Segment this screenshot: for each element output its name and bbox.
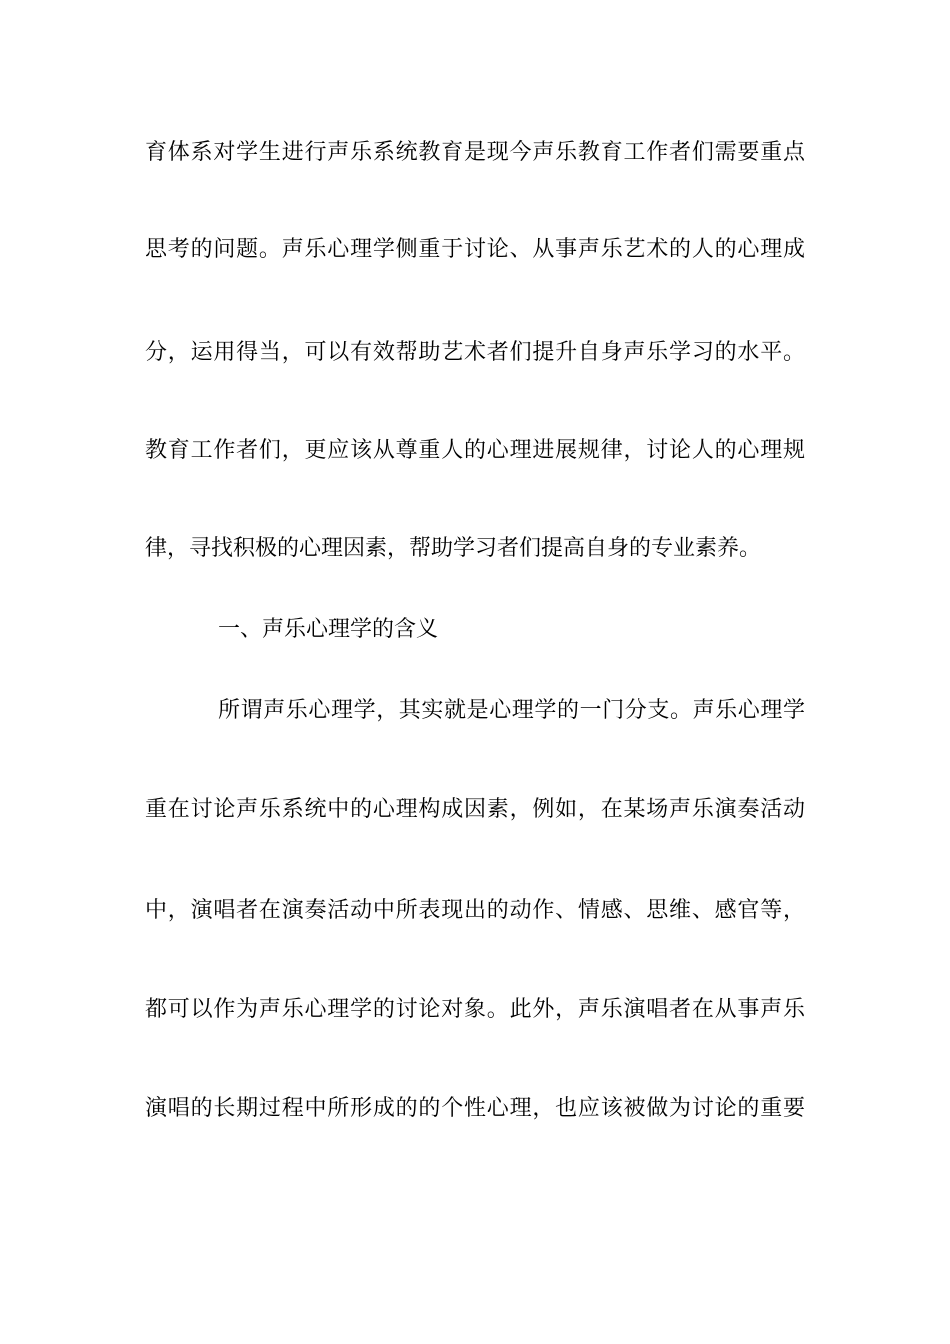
paragraph-line: 中，演唱者在演奏活动中所表现出的动作、情感、思维、感官等， <box>145 898 805 923</box>
paragraph-line: 律，寻找积极的心理因素，帮助学习者们提高自身的专业素养。 <box>145 536 762 561</box>
paragraph-line: 演唱的长期过程中所形成的的个性心理，也应该被做为讨论的重要 <box>145 1096 805 1121</box>
paragraph-line: 教育工作者们，更应该从尊重人的心理进展规律，讨论人的心理规 <box>145 438 805 463</box>
paragraph-line: 思考的问题。声乐心理学侧重于讨论、从事声乐艺术的人的心理成 <box>145 237 805 262</box>
paragraph-line: 都可以作为声乐心理学的讨论对象。此外，声乐演唱者在从事声乐 <box>145 997 805 1022</box>
section-heading: 一、声乐心理学的含义 <box>218 617 439 642</box>
paragraph-line: 分，运用得当，可以有效帮助艺术者们提升自身声乐学习的水平。 <box>145 340 805 365</box>
paragraph-line: 育体系对学生进行声乐系统教育是现今声乐教育工作者们需要重点 <box>145 140 805 165</box>
paragraph-line: 重在讨论声乐系统中的心理构成因素，例如，在某场声乐演奏活动 <box>145 797 805 822</box>
paragraph-line: 所谓声乐心理学，其实就是心理学的一门分支。声乐心理学 <box>218 698 805 723</box>
